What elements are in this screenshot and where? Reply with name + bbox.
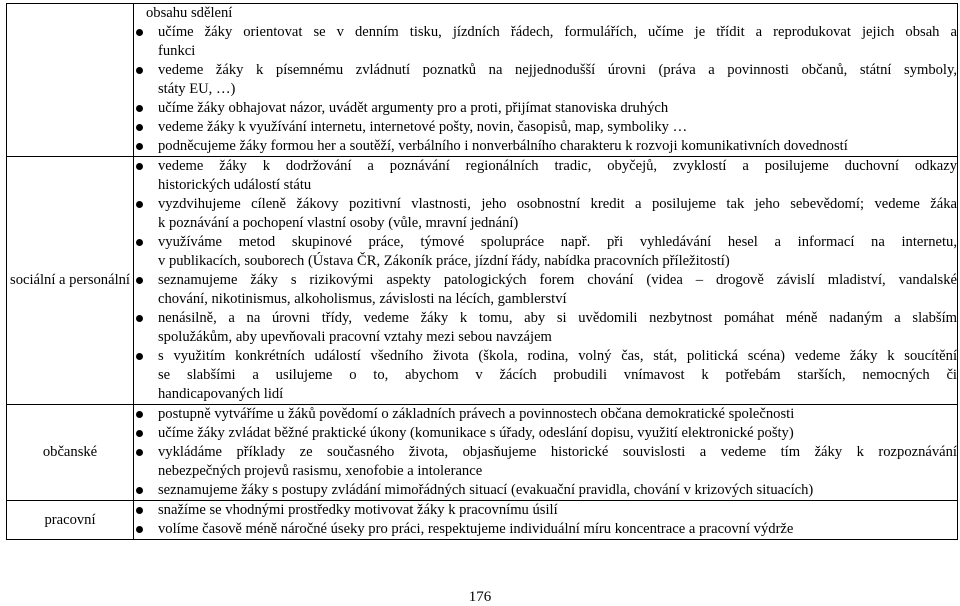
competency-label: občanské — [7, 405, 134, 501]
list-item-text: nebezpečných projevů rasismu, xenofobie a intolerance — [158, 463, 483, 479]
bullet-icon — [136, 105, 143, 112]
strategy-list — [134, 23, 957, 156]
list-item — [134, 520, 957, 539]
list-item-text: s využitím konkrétních událostí všedního života (škola, rodina, volný čas, stát, politická scéna) vedeme žáky k soucítění — [158, 348, 957, 364]
bullet-icon — [136, 67, 143, 74]
competency-label: pracovní — [7, 501, 134, 540]
bullet-icon — [136, 487, 143, 494]
list-item-text: vedeme žáky k písemnému zvládnutí poznatků na nejjednodušší úrovni (práva a povinnosti občanů, státní symboly, — [158, 62, 957, 78]
list-item-text: podněcujeme žáky formou her a soutěží, verbálního i nonverbálního charakteru k rozvoji komunikativních dovedností — [158, 138, 848, 154]
list-item-text: snažíme se vhodnými prostředky motivovat žáky k pracovnímu úsilí — [158, 502, 558, 518]
list-item-text: seznamujeme žáky s postupy zvládání mimořádných situací (evakuační pravidla, chování v krizových situacích) — [158, 482, 814, 498]
list-item-text: učíme žáky obhajovat názor, uvádět argumenty pro a proti, přijímat stanoviska druhých — [158, 100, 669, 116]
list-item-text: vedeme žáky k dodržování a poznávání regionálních tradic, obyčejů, zvyklostí a posilujeme duchovní odkazy — [158, 158, 957, 174]
list-item-text: historických událostí státu — [158, 177, 312, 193]
list-item-text: státy EU, …) — [158, 81, 236, 97]
competency-content — [134, 405, 958, 501]
list-item — [134, 157, 957, 195]
list-item-text: učíme žáky zvládat běžné praktické úkony (komunikace s úřady, odeslání dopisu, využití elektronické pošty) — [158, 425, 794, 441]
list-item-text: chování, nikotinismus, alkoholismus, závislosti na lécích, gamblerství — [158, 291, 567, 307]
competency-content — [134, 4, 958, 157]
list-item — [134, 481, 957, 500]
bullet-icon — [136, 277, 143, 284]
bullet-icon — [136, 239, 143, 246]
table-row — [7, 501, 958, 540]
list-item-text: vedeme žáky k využívání internetu, internetové pošty, novin, časopisů, map, symboliky … — [158, 119, 688, 135]
list-item — [134, 443, 957, 481]
list-item-text: seznamujeme žáky s rizikovými aspekty patologických forem chování (videa – drogově závislí mladiství, vandalské — [158, 272, 957, 288]
list-item-text: v publikacích, souborech (Ústava ČR, Zákoník práce, jízdní řády, nabídka pracovních příležitostí) — [158, 253, 730, 269]
list-item — [134, 424, 957, 443]
list-item-text: vykládáme příklady ze současného života, objasňujeme historické souvislosti a vedeme tím žáky k rozpoznávání — [158, 444, 957, 460]
bullet-icon — [136, 526, 143, 533]
list-item-text: vyzdvihujeme cíleně žákovy pozitivní vlastnosti, jeho osobnostní kredit a posilujeme tak jeho sebevědomí; vedeme žáka — [158, 196, 957, 212]
list-item — [134, 99, 957, 118]
bullet-icon — [136, 163, 143, 170]
bullet-icon — [136, 353, 143, 360]
competency-label: sociální a personální — [7, 157, 134, 405]
list-item — [134, 501, 957, 520]
bullet-icon — [136, 315, 143, 322]
list-item — [134, 137, 957, 156]
bullet-icon — [136, 411, 143, 418]
bullet-icon — [136, 507, 143, 514]
list-item-text: volíme časově méně náročné úseky pro práci, respektujeme individuální míru koncentrace a pracovní výdrže — [158, 521, 794, 537]
table-row — [7, 405, 958, 501]
list-item-text: učíme žáky orientovat se v denním tisku, jízdních řádech, formulářích, učíme je třídit a reprodukovat jejich obsah a — [158, 24, 957, 40]
list-item — [134, 271, 957, 309]
list-item — [134, 23, 957, 61]
bullet-icon — [136, 29, 143, 36]
list-item — [134, 405, 957, 424]
list-item-text: nenásilně, a na úrovni třídy, vedeme žáky k tomu, aby si uvědomili nezbytnost pomáhat méně nadaným a slabším — [158, 310, 957, 326]
list-item-text: postupně vytváříme u žáků povědomí o základních právech a povinnostech občana demokratické společnosti — [158, 406, 795, 422]
continued-text: obsahu sdělení — [146, 5, 233, 21]
list-item-text: se slabšími a usilujeme o to, abychom v žácích probudili vnímavost k potřebám starších, nemocných či — [158, 367, 957, 383]
table-row — [7, 157, 958, 405]
table-row — [7, 4, 958, 157]
competencies-table-body — [7, 4, 958, 540]
list-item-text: spolužákům, aby upevňovali pracovní vztahy mezi sebou navzájem — [158, 329, 552, 345]
strategy-list — [134, 501, 957, 539]
bullet-icon — [136, 449, 143, 456]
competency-content — [134, 157, 958, 405]
list-item — [134, 233, 957, 271]
bullet-icon — [136, 201, 143, 208]
list-item — [134, 118, 957, 137]
list-item-text: handicapovaných lidí — [158, 386, 284, 402]
bullet-icon — [136, 430, 143, 437]
page-number: 176 — [468, 589, 492, 605]
strategy-list — [134, 405, 957, 500]
list-item-text: funkci — [158, 43, 196, 59]
list-item — [134, 61, 957, 99]
strategy-list — [134, 157, 957, 404]
list-item-text: k poznávání a pochopení vlastní osoby (vůle, mravní jednání) — [158, 215, 519, 231]
bullet-icon — [136, 143, 143, 150]
list-item — [134, 195, 957, 233]
bullet-icon — [136, 124, 143, 131]
competency-content — [134, 501, 958, 540]
list-item-text: využíváme metod skupinové práce, týmové spolupráce např. při vyhledávání hesel a informací na internetu, — [158, 234, 957, 250]
list-item — [134, 309, 957, 347]
competencies-table — [6, 3, 958, 540]
competency-label — [7, 4, 134, 157]
list-item — [134, 347, 957, 404]
